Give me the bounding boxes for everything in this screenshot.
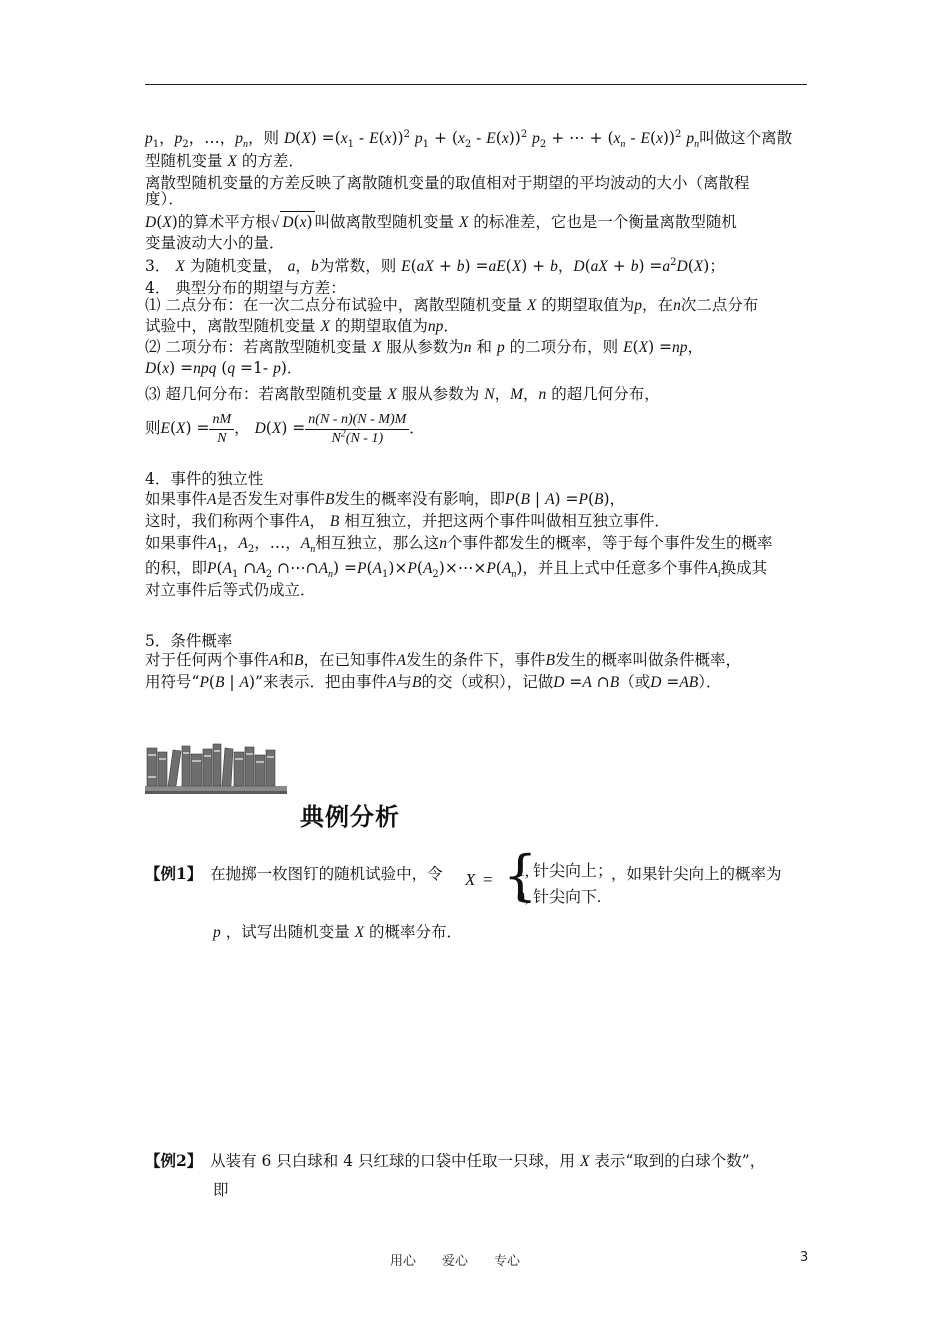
section-title [145, 631, 810, 651]
text: 则 [145, 419, 161, 437]
text-line [145, 189, 810, 209]
text: 相互独立，那么这 [315, 534, 440, 552]
text-line: ⑴ 二点分布：在一次二点分布试验中，离散型随机变量 X 的期望取值为p，在n次二点分布 [145, 296, 759, 314]
text: ，在 [642, 296, 674, 314]
hypergeometric-formula-line: 则E(X) = $\frac{nM}{N}$ ， D(X) = $\frac{n(N - n)(N - M)M}{N^2(N - 1)}$ ． [145, 411, 425, 446]
text: ，如果针尖向上的概率为 [611, 865, 782, 883]
text: 变量波动大小的量． [145, 234, 285, 252]
text: 这时，我们称两个事件 [145, 512, 301, 530]
example-2-label: 【例2】 [145, 1151, 195, 1170]
header-rule [145, 84, 807, 85]
text-line: 这时，我们称两个事件A， B 相互独立，并把这两个事件叫做相互独立事件． [145, 512, 670, 530]
text: ⑵ 二项分布：若离散型随机变量 [145, 338, 367, 356]
books-illustration-icon [143, 740, 291, 796]
text: ⑶ 超几何分布：若离散型随机变量 [145, 385, 383, 403]
example-2-continued [213, 1180, 413, 1200]
text: 与 [396, 673, 412, 691]
text: 对于任何两个事件 [145, 651, 270, 669]
text: 从装有 6 只白球和 4 只红球的口袋中任取一只球，用 [210, 1152, 575, 1170]
text: ”来表示．把由事件 [255, 673, 387, 691]
text-line: ⑶ 超几何分布：若离散型随机变量 X 服从参数为 N，M，n 的超几何分布， [145, 385, 660, 403]
text: 的方差． [241, 152, 304, 170]
text-line: 型随机变量 X 的方差． [145, 152, 304, 170]
text: 和 [476, 338, 492, 356]
text-line: 如果事件A是否发生对事件B发生的概率没有影响，即P(B | A) =P(B)， [145, 490, 626, 508]
text: ⑴ 二点分布：在一次二点分布试验中，离散型随机变量 [145, 296, 522, 314]
text: 对立事件后等式仍成立． [145, 581, 316, 599]
text-line: D(x) =npq (q =1- p)． [145, 359, 303, 377]
text: 为随机变量， [189, 257, 283, 275]
text: 4．事件的独立性 [145, 470, 264, 488]
text: 发生的概率叫做条件概率， [554, 651, 741, 669]
text: 和 [278, 651, 294, 669]
text-line: ⑵ 二项分布：若离散型随机变量 X 服从参数为n 和 p 的二项分布，则 E(X) =np， [145, 338, 704, 356]
page-number: 3 [800, 1250, 809, 1265]
text: 表示“取到的白球个数”， [594, 1152, 766, 1170]
footer-motto: 用心 爱心 专心 [390, 1254, 521, 1269]
text-line: 如果事件$A_1$，$A_2$，…，$A_n$相互独立，那么这n个事件都发生的概率，等于每个事件发生的概率 [145, 534, 773, 556]
text: 离散型随机变量的方差反映了离散随机变量的取值相对于期望的平均波动的大小（离散程 [145, 174, 750, 192]
case-bottom: 0, 针尖向下. [517, 889, 602, 906]
text: 为常数，则 [318, 257, 397, 275]
text-line: 试验中，离散型随机变量 X 的期望取值为np． [145, 317, 459, 335]
text: 如果事件 [145, 534, 208, 552]
text: 在抛掷一枚图钉的随机试验中，令 [210, 865, 443, 883]
text: 即 [213, 1181, 229, 1199]
text: 的交（或积），记做 [421, 673, 554, 691]
text: 的二项分布，则 [509, 338, 619, 356]
text: 度）． [145, 190, 184, 208]
text: ，并且上式中任意多个事件 [522, 559, 709, 577]
text: 4． 典型分布的期望与方差： [145, 279, 346, 297]
text: 发生的概率没有影响，即 [334, 490, 505, 508]
variance-formula-line: $p_1$，$p_2$，…，$p_n$，则 $D(X) =(x_1 - E(x))^2$ $p_1 + (x_2 - E(x))^2$ $p_2$ + ⋯ + $(x_n - E(x))^2$ $p_n$叫做这个离散 [145, 128, 793, 151]
text-line: 对于任何两个事件A和B，在已知事件A发生的条件下，事件B发生的概率叫做条件概率， [145, 651, 741, 669]
text: 的算术平方根 [177, 213, 271, 231]
text-line: 用符号“P(B | A)”来表示．把由事件A与B的交（或积），记做D =A ∩B（或D =AB）． [145, 673, 722, 691]
text: 的超几何分布， [551, 385, 660, 403]
text: 用符号“ [145, 673, 200, 691]
text: 叫做离散型随机变量 [314, 213, 455, 231]
text: ）． [698, 673, 722, 691]
text: 是否发生对事件 [216, 490, 325, 508]
example-1-continued [611, 864, 811, 884]
text: 叫做这个离散 [699, 129, 793, 147]
linearity-line: 3． X 为随机变量， a，b为常数，则 E(aX + b) =aE(X) + b，$D(aX + b) =a^2D(X)$； [145, 256, 725, 275]
brace: { [503, 844, 538, 907]
text: 试验中，离散型随机变量 [145, 317, 316, 335]
section-title [145, 469, 810, 489]
std-dev-line: D(X)的算术平方根√ D(x) 叫做离散型随机变量 X 的标准差，它也是一个衡量离散型随机 [145, 213, 737, 231]
example-2: 【例2】 从装有 6 只白球和 4 只红球的口袋中任取一只球，用 X 表示“取到的白球个数”， [145, 1151, 766, 1170]
text: 5．条件概率 [145, 632, 233, 650]
text: 的标准差，它也是一个衡量离散型随机 [473, 213, 737, 231]
text: 如果事件 [145, 490, 208, 508]
example-1-label: 【例1】 [145, 864, 195, 883]
case-top: 1, 针尖向上； [517, 863, 614, 880]
text: 换成其 [720, 559, 768, 577]
text: ，在已知事件 [303, 651, 397, 669]
text: 发生的条件下，事件 [405, 651, 546, 669]
example-1-question: p ，试写出随机变量 X 的概率分布． [213, 923, 463, 941]
text: 服从参数为 [401, 385, 480, 403]
text: 个事件都发生的概率，等于每个事件发生的概率 [446, 534, 773, 552]
text: 相互独立，并把这两个事件叫做相互独立事件． [344, 512, 670, 530]
text-line [145, 233, 810, 253]
text: 的期望取值为 [334, 317, 428, 335]
section-heading: 典例分析 [300, 803, 400, 831]
text: 型随机变量 [145, 152, 223, 170]
text: 的积，即 [145, 559, 208, 577]
text: 服从参数为 [386, 338, 464, 356]
text: ，试写出随机变量 [225, 923, 350, 941]
text-line [145, 580, 810, 600]
text: 的概率分布． [369, 923, 463, 941]
piecewise-definition: X = { 1, 针尖向上； 0, 针尖向下. [465, 844, 614, 907]
independence-formula-line: 的积，即$P(A_1$ $\cap A_2$ $\cap\cdots\cap A_n$) $=P(A_1)\times P(A_2)\times\cdots\times P(A_n)$，并且上式中任意多个事件$A_i$换成其 [145, 559, 768, 581]
text: （或 [619, 673, 651, 691]
text: 3． [145, 257, 171, 275]
text: 的期望取值为 [541, 296, 635, 314]
text: 次二点分布 [680, 296, 759, 314]
